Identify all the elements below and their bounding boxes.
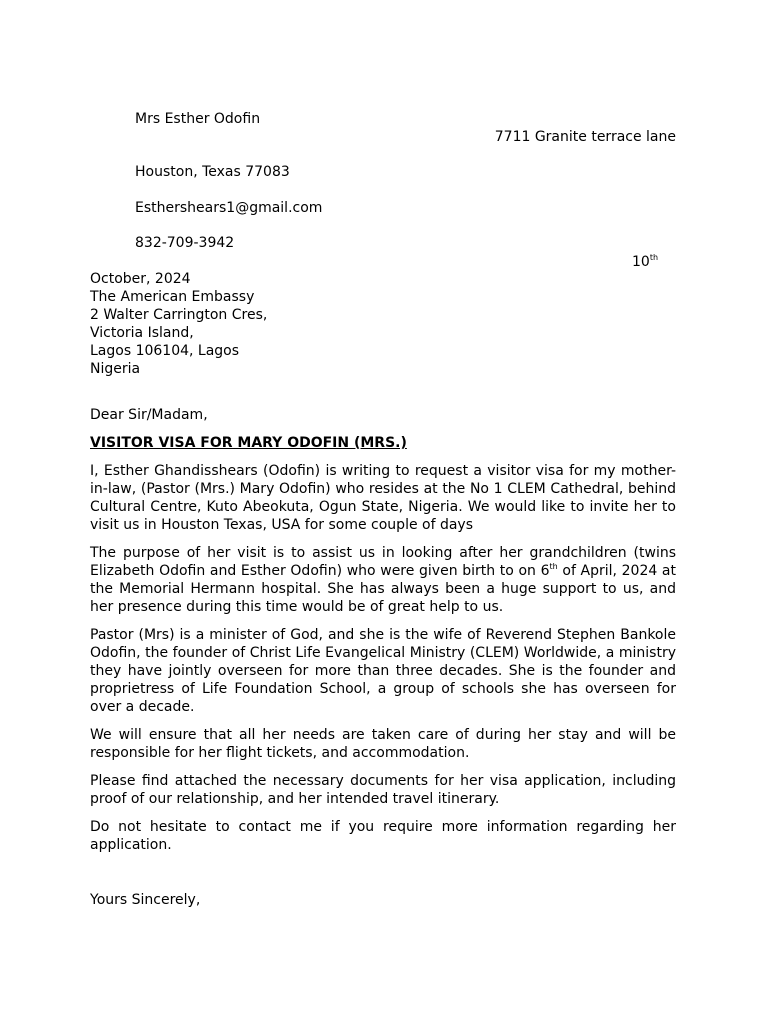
- recipient-line: The American Embassy: [90, 289, 255, 305]
- body-paragraph: [90, 544, 676, 616]
- date-day: [632, 253, 658, 271]
- sender-street: 7711 Granite terrace lane: [494, 129, 676, 145]
- date-month-year: October, 2024: [90, 271, 191, 287]
- date-day-number: 10: [632, 254, 650, 270]
- sender-city: Houston, Texas 77083: [135, 164, 290, 180]
- recipient-address: [90, 270, 267, 378]
- recipient-line: Victoria Island,: [90, 325, 194, 341]
- body-text-segment: The purpose of her visit is to assist us in looking after her grandchildren (twins Elizabeth Odofin and Esther Odofin) who were given birth to on 6: [90, 545, 676, 579]
- letter-body: [90, 462, 676, 864]
- body-paragraph: Please find attached the necessary documents for her visa application, including proof of our relationship, and her intended travel itinerary.: [90, 773, 676, 807]
- body-paragraph: Pastor (Mrs) is a minister of God, and she is the wife of Reverend Stephen Bankole Odofin, the founder of Christ Life Evangelical Ministry (CLEM) Worldwide, a ministry they have jointly overseen for more than three decades. She is the founder and proprietress of Life Foundation School, a group of schools she has overseen for over a decade.: [90, 627, 676, 715]
- ordinal-suffix: th: [549, 562, 558, 571]
- closing: Yours Sincerely,: [90, 892, 201, 908]
- body-paragraph: Do not hesitate to contact me if you require more information regarding her application.: [90, 819, 676, 853]
- sender-email: Esthershears1@gmail.com: [135, 200, 323, 216]
- recipient-line: Lagos 106104, Lagos: [90, 343, 240, 359]
- sender-name: Mrs Esther Odofin: [135, 111, 261, 127]
- date-day-suffix: th: [649, 253, 659, 262]
- subject-heading: VISITOR VISA FOR MARY ODOFIN (MRS.): [90, 435, 407, 451]
- salutation: Dear Sir/Madam,: [90, 407, 208, 423]
- body-paragraph: I, Esther Ghandisshears (Odofin) is writing to request a visitor visa for my mother-in-law, (Pastor (Mrs.) Mary Odofin) who resides at the No 1 CLEM Cathedral, behind Cultural Centre, Kuto Abeokuta, Ogun State, Nigeria. We would like to invite her to visit us in Houston Texas, USA for some couple of days: [90, 463, 676, 533]
- recipient-line: 2 Walter Carrington Cres,: [90, 307, 268, 323]
- body-text-segment: of April, 2024 at the Memorial Hermann hospital. She has always been a huge support to us, and her presence during this time would be of great help to us.: [90, 563, 676, 615]
- body-paragraph: We will ensure that all her needs are taken care of during her stay and will be responsible for her flight tickets, and accommodation.: [90, 727, 676, 761]
- recipient-line: Nigeria: [90, 361, 141, 377]
- sender-phone: 832-709-3942: [135, 235, 235, 251]
